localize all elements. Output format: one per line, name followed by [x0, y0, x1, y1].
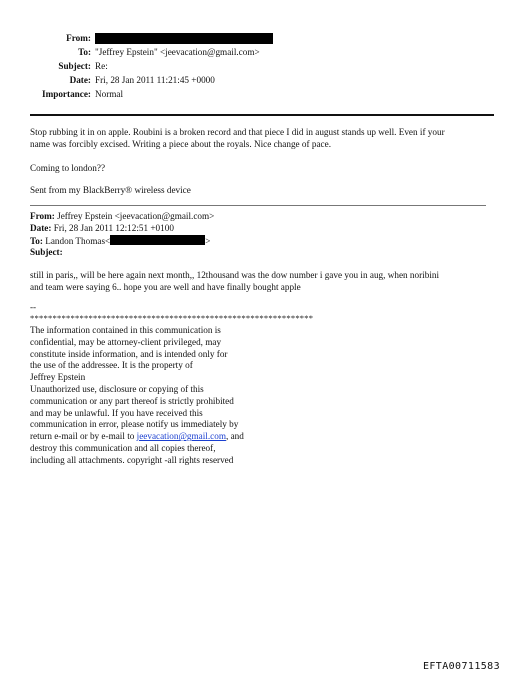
disclaimer-part-b: , and destroy this communication and all copies thereof, including all attachments. copyright -all rights reserved — [30, 431, 244, 465]
quoted-from-label: From: — [30, 211, 55, 221]
from-label: From: — [66, 33, 91, 43]
header-date-row — [0, 75, 512, 87]
subject-label: Subject: — [58, 61, 91, 71]
document-id: EFTA00711583 — [422, 661, 500, 672]
quoted-body-line-2: and team were saying 6.. hope you are well and have finally bought apple — [30, 281, 301, 292]
reply-paragraph — [30, 127, 490, 151]
quoted-to-value: Landon Thomas< — [45, 236, 111, 246]
from-redaction — [95, 33, 273, 47]
quoted-date-value: Fri, 28 Jan 2011 12:12:51 +0100 — [53, 223, 174, 233]
quoted-to-tail: > — [205, 236, 211, 246]
disclaimer-text — [30, 325, 330, 467]
header-subject-row — [0, 61, 512, 73]
quoted-to-row — [30, 235, 490, 248]
quoted-to-redaction — [110, 235, 205, 245]
date-value: Fri, 28 Jan 2011 11:21:45 +0000 — [95, 75, 215, 85]
disclaimer-stars: *************************************************************** — [30, 313, 314, 323]
disclaimer-email-link[interactable]: jeevacation@gmail.com — [136, 431, 226, 442]
header-divider — [30, 114, 494, 116]
subject-value: Re: — [95, 61, 108, 71]
header-from-row — [0, 33, 512, 45]
quoted-date-label: Date: — [30, 223, 52, 233]
quoted-subject-label: Subject: — [30, 247, 63, 257]
importance-label: Importance: — [42, 89, 91, 99]
signature-dash: -- — [30, 302, 37, 312]
quoted-from-row — [30, 211, 490, 223]
quoted-date-row — [30, 223, 490, 235]
quoted-body-line-1: still in paris,, will be here again next month,, 12thousand was the dow number i gave you in aug, when noribini — [30, 270, 440, 280]
reply-coming: Coming to london?? — [30, 163, 106, 173]
quote-divider — [30, 205, 486, 206]
disclaimer-part-a: The information contained in this communication is confidential, may be attorney-client privileged, may constitute inside information, and is intended only for the use of the addressee. It is the property of Jeffrey Epstein Unauthorized use, disclosure or copying of this communication or any part thereof is strictly prohibited and may be unlawful. If you have received this communication in error, please notify us immediately by return e-mail or by e-mail to — [30, 325, 239, 442]
reply-line-1: Stop rubbing it in on apple. Roubini is a broken record and that piece I did in august stands up well. Even if your — [30, 127, 445, 137]
reply-signature: Sent from my BlackBerry® wireless device — [30, 185, 191, 195]
to-label: To: — [78, 47, 91, 57]
quoted-to-label: To: — [30, 236, 43, 246]
header-importance-row — [0, 89, 512, 101]
importance-value: Normal — [95, 89, 124, 99]
date-label: Date: — [69, 75, 91, 85]
quoted-body — [30, 270, 490, 294]
quoted-subject-row — [30, 247, 490, 259]
quoted-from-value: Jeffrey Epstein <jeevacation@gmail.com> — [57, 211, 215, 221]
reply-line-2: name was forcibly excised. Writing a piece about the royals. Nice change of pace. — [30, 138, 331, 149]
header-to-row — [0, 47, 512, 59]
to-value: "Jeffrey Epstein" <jeevacation@gmail.com> — [95, 47, 260, 57]
